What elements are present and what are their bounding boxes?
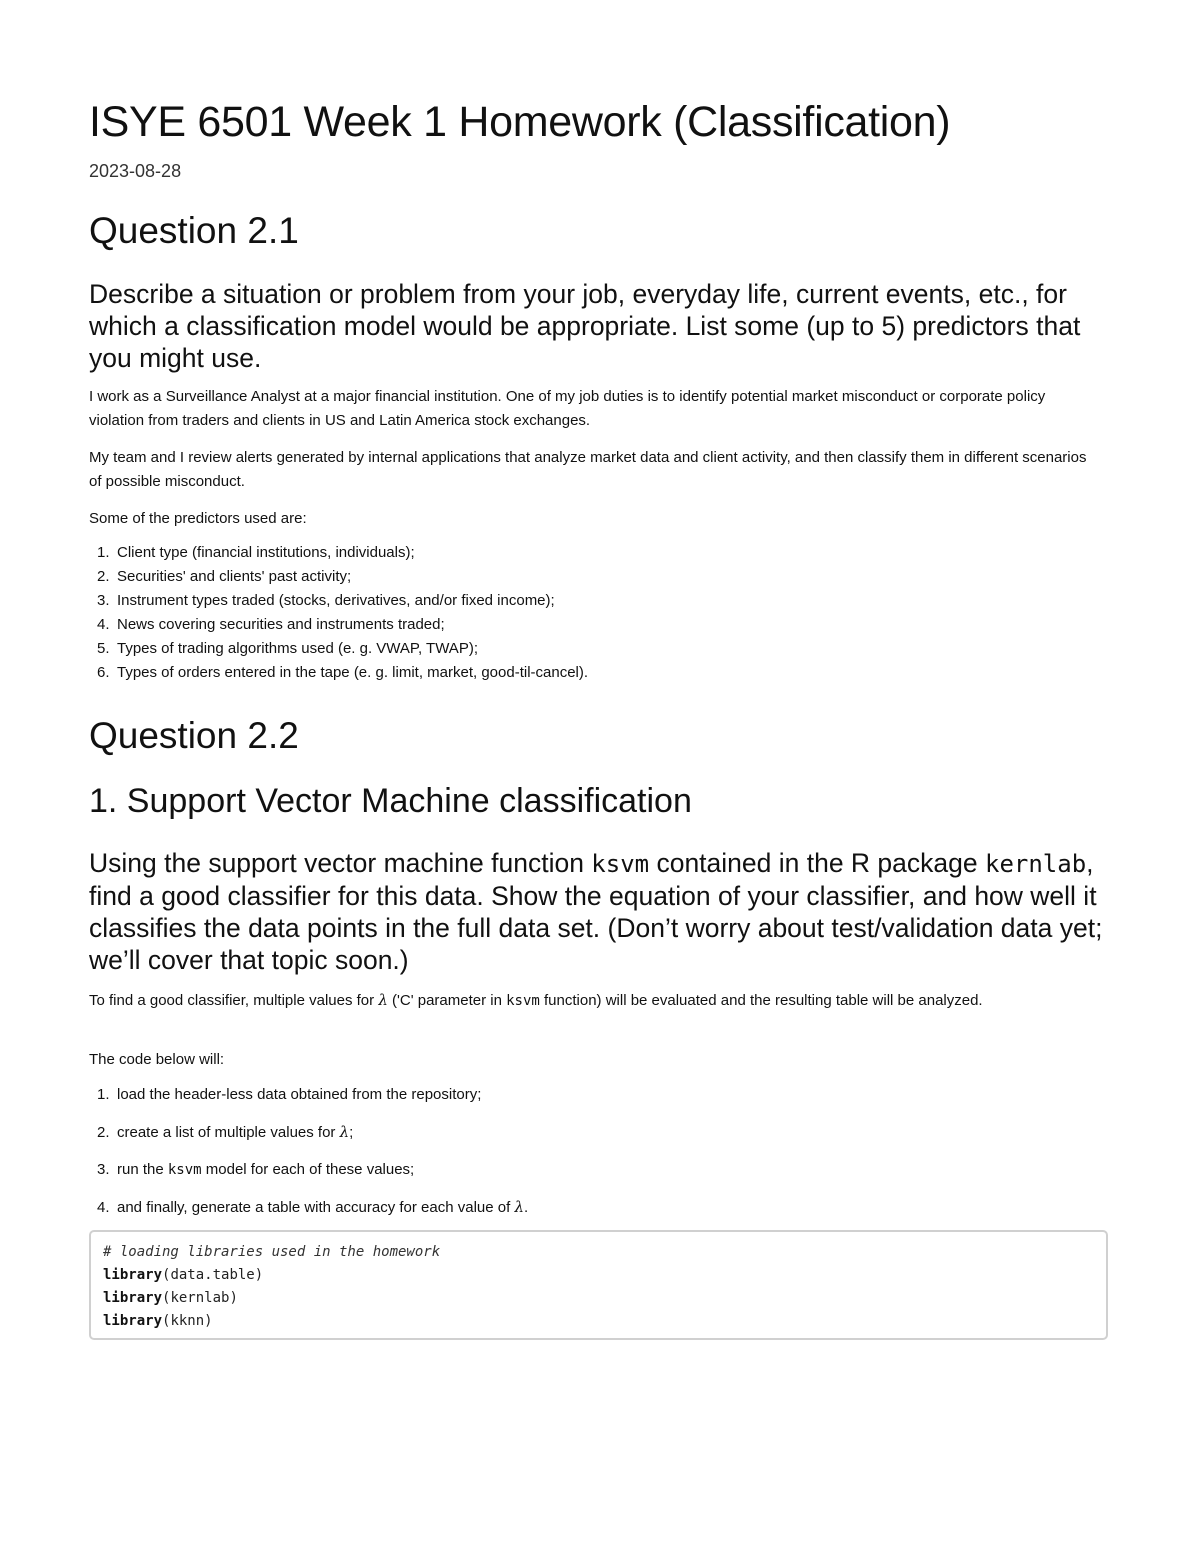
r-code-block[interactable] bbox=[89, 1230, 1108, 1340]
code-comment: # loading libraries used in the homework bbox=[103, 1244, 441, 1260]
list-item: 4. and finally, generate a table with accuracy for each value of λ. bbox=[97, 1198, 529, 1216]
question-2-2-prompt: Using the support vector machine function ksvm contained in the R package kernlab, find a good classifier for this data. Show the equation of your classifier, and how well it classifies the data points in the full data set. (Don’t worry about test/validation data yet; we’ll cover that topic soon.) bbox=[89, 848, 1103, 975]
code-line: library(data.table) bbox=[103, 1267, 264, 1283]
list-item: 3. run the ksvm model for each of these values; bbox=[97, 1161, 415, 1178]
paragraph-classifier-intro: To find a good classifier, multiple values for λ ('C' parameter in ksvm function) will be evaluated and the resulting table will be analyzed. bbox=[89, 991, 983, 1009]
paragraph-predictors-intro: Some of the predictors used are: bbox=[89, 510, 307, 527]
code-line: library(kknn) bbox=[103, 1313, 213, 1329]
list-item: 2. create a list of multiple values for λ; bbox=[97, 1123, 354, 1141]
question-2-1-prompt: Describe a situation or problem from your job, everyday life, current events, etc., for which a classification model would be appropriate. List some (up to 5) predictors that you might use. bbox=[89, 279, 1081, 373]
paragraph-team-review: My team and I review alerts generated by internal applications that analyze market data and client activity, and then classify them in different scenarios of possible misconduct. bbox=[89, 449, 1087, 490]
list-item: 5. Types of trading algorithms used (e. g. VWAP, TWAP); bbox=[97, 640, 478, 657]
list-item: 2. Securities' and clients' past activity; bbox=[97, 568, 352, 585]
code-kernlab: kernlab bbox=[985, 850, 1087, 878]
paragraph-job-description: I work as a Surveillance Analyst at a major financial institution. One of my job duties is to identify potential market misconduct or corporate policy violation from traders and clients in US and Latin America stock exchanges. bbox=[89, 388, 1046, 429]
lambda-symbol: λ bbox=[378, 991, 388, 1009]
code-ksvm: ksvm bbox=[591, 850, 650, 878]
paragraph-code-below: The code below will: bbox=[89, 1051, 225, 1068]
code-ksvm: ksvm bbox=[167, 1162, 202, 1178]
list-item: 3. Instrument types traded (stocks, derivatives, and/or fixed income); bbox=[97, 592, 555, 609]
lambda-symbol: λ bbox=[514, 1198, 524, 1216]
predictors-list bbox=[89, 541, 588, 685]
document-date: 2023-08-28 bbox=[89, 161, 182, 181]
steps-list bbox=[89, 1083, 528, 1233]
question-2-1-heading: Question 2.1 bbox=[89, 210, 299, 251]
lambda-symbol: λ bbox=[339, 1123, 350, 1141]
code-line: library(kernlab) bbox=[103, 1290, 238, 1306]
list-item: 1. Client type (financial institutions, individuals); bbox=[97, 544, 415, 561]
document-title: ISYE 6501 Week 1 Homework (Classification) bbox=[89, 98, 951, 146]
list-item: 4. News covering securities and instruments traded; bbox=[97, 616, 445, 633]
svm-section-heading: 1. Support Vector Machine classification bbox=[89, 782, 692, 820]
list-item: 6. Types of orders entered in the tape (e. g. limit, market, good-til-cancel). bbox=[97, 664, 589, 681]
list-item: 1. load the header-less data obtained from the repository; bbox=[97, 1086, 482, 1103]
question-2-2-heading: Question 2.2 bbox=[89, 715, 299, 756]
code-ksvm: ksvm bbox=[506, 993, 540, 1009]
